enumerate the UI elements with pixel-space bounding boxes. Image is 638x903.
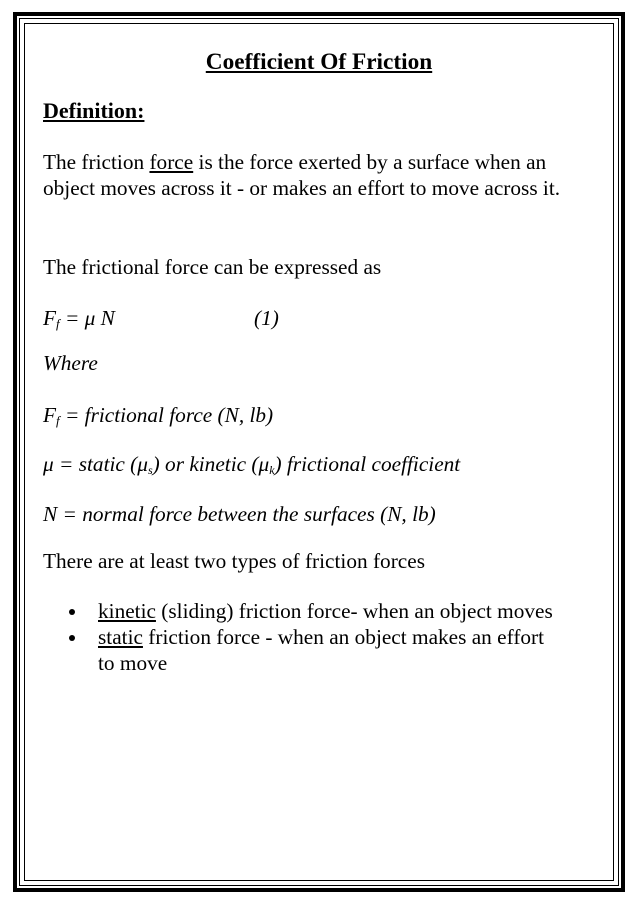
types-intro: There are at least two types of friction forces — [43, 549, 425, 573]
ff-description: = frictional force (N, lb) — [59, 403, 274, 427]
list-item-kinetic — [43, 598, 558, 624]
variable-normal-force: N = normal force between the surfaces (N, lb) — [43, 502, 436, 526]
bullet-dot-icon — [69, 635, 75, 641]
equation-lhs-subscript: f — [56, 316, 60, 331]
friction-equation — [43, 305, 115, 331]
ff-symbol: F — [43, 403, 57, 427]
equation-rhs: = μ N — [59, 306, 115, 330]
kinetic-description: (sliding) friction force- when an object moves — [155, 599, 553, 623]
mu-text-b: ) or kinetic (μ — [152, 452, 270, 476]
page-title: Coefficient Of Friction — [205, 49, 433, 75]
mu-kinetic-subscript: k — [269, 463, 275, 477]
definition-heading: Definition: — [43, 98, 145, 123]
equation-lhs: F — [43, 306, 57, 330]
expression-intro: The frictional force can be expressed as — [43, 255, 382, 279]
static-link[interactable]: static — [98, 625, 143, 649]
definition-text-post: is the force exerted by a surface when an object moves across it - or makes an effort to move across it. — [43, 150, 561, 200]
equation-number: (1) — [254, 306, 279, 330]
definition-paragraph — [43, 149, 595, 201]
bullet-dot-icon — [69, 609, 75, 615]
mu-text-a: μ = static (μ — [43, 452, 148, 476]
kinetic-link[interactable]: kinetic — [98, 599, 156, 623]
mu-text-c: ) frictional coefficient — [274, 452, 461, 476]
static-description: friction force - when an object makes an effort to move — [98, 625, 545, 675]
force-link[interactable]: force — [149, 150, 194, 174]
variable-frictional-force — [43, 402, 273, 428]
mu-static-subscript: s — [147, 463, 153, 477]
friction-types-list — [43, 598, 595, 676]
list-item-static — [43, 624, 558, 676]
ff-subscript: f — [56, 413, 60, 428]
definition-text-pre: The friction — [43, 150, 150, 174]
variable-friction-coefficient — [43, 451, 460, 477]
where-label: Where — [43, 351, 98, 375]
